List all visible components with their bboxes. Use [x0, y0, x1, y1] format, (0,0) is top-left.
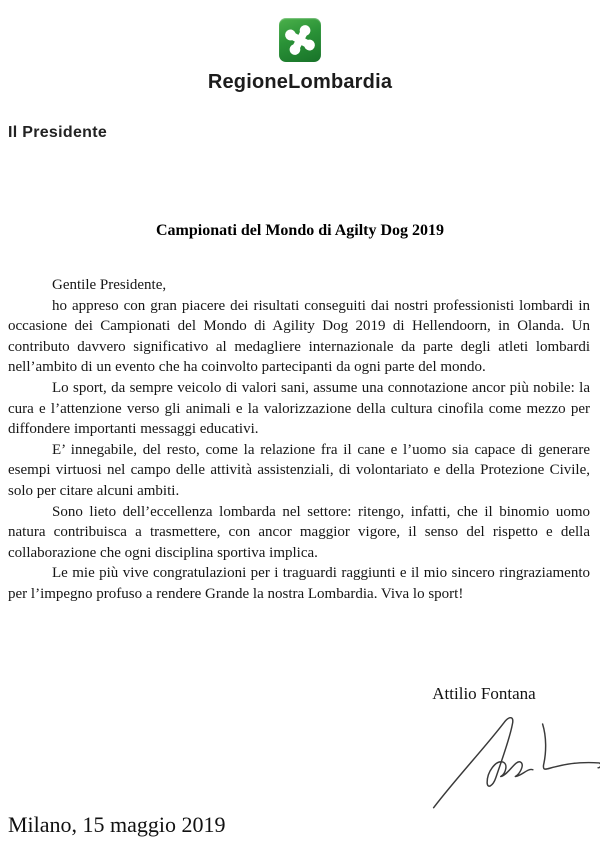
org-name: RegioneLombardia — [207, 71, 393, 93]
paragraph-4: Sono lieto dell’eccellenza lombarda nel settore: ritengo, infatti, che il binomio uomo natura contribuisca a trasmettere, con ancor maggior vigore, il senso del rispetto e della collaborazione che ogni disciplina sportiva implica. — [8, 503, 590, 561]
rosa-camuna-icon — [279, 21, 321, 59]
regione-lombardia-logo — [279, 18, 321, 62]
paragraph-1: ho appreso con gran piacere dei risultati conseguiti dai nostri professionisti lombardi in occasione dei Campionati del Mondo di Agility Dog 2019 di Hellendoorn, in Olanda. Un contributo davvero significativo al medagliere internazionale da parte degli atleti lombardi nell’ambito di un evento che ha coinvolto partecipanti da ogni parte del mondo. — [8, 297, 590, 376]
letter-subject: Campionati del Mondo di Agilty Dog 2019 — [155, 222, 445, 239]
salutation: Gentile Presidente, — [52, 277, 167, 293]
signature-name: Attilio Fontana — [432, 684, 536, 703]
letter-body — [8, 275, 590, 605]
letterhead — [0, 18, 600, 94]
sender-title: Il Presidente — [8, 124, 108, 141]
handwritten-signature — [420, 708, 600, 813]
place-date: Milano, 15 maggio 2019 — [8, 812, 226, 837]
paragraph-3: E’ innegabile, del resto, come la relazione fra il cane e l’uomo sia capace di generare esempi virtuosi nel campo delle attività assistenziali, di volontariato e della Protezione Civile, solo per citare alcuni ambiti. — [8, 441, 590, 499]
paragraph-2: Lo sport, da sempre veicolo di valori sani, assume una connotazione ancor più nobile: la cura e l’attenzione verso gli animali e la valorizzazione della cultura cinofila come mezzo per diffondere importanti messaggi educativi. — [8, 379, 590, 438]
paragraph-5: Le mie più vive congratulazioni per i traguardi raggiunti e il mio sincero ringraziamento per l’impegno profuso a rendere Grande la nostra Lombardia. Viva lo sport! — [8, 565, 590, 602]
